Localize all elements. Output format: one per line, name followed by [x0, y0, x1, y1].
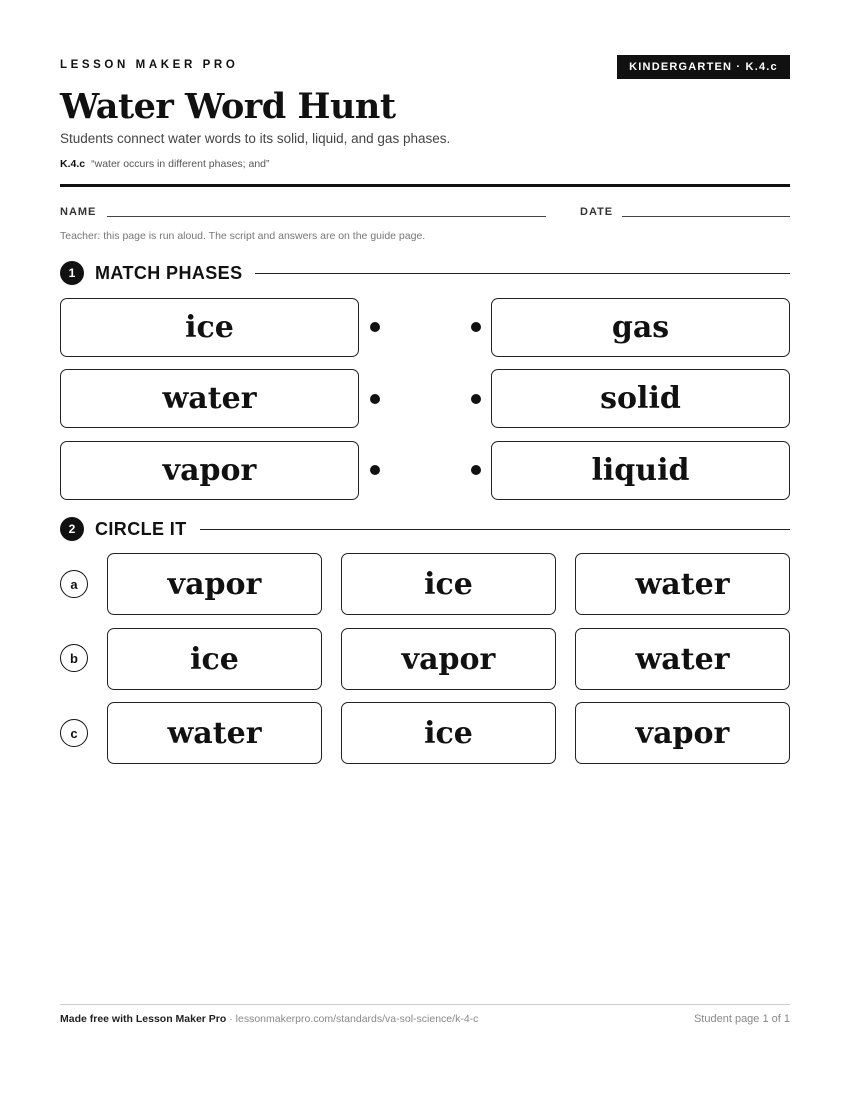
- row-label-c: c: [60, 719, 88, 747]
- section-rule: [200, 529, 790, 530]
- circle-word-card[interactable]: vapor: [575, 702, 790, 764]
- match-left-card[interactable]: water: [60, 369, 359, 428]
- match-right-card[interactable]: liquid: [491, 441, 790, 500]
- date-label: DATE: [580, 206, 614, 218]
- circle-word-card[interactable]: vapor: [341, 628, 556, 690]
- match-right-card[interactable]: solid: [491, 369, 790, 428]
- row-label-a: a: [60, 570, 88, 598]
- footer-page-number: Student page 1 of 1: [693, 1013, 790, 1025]
- match-right-dot[interactable]: [471, 394, 481, 404]
- standard-line: [60, 158, 270, 170]
- grade-badge: KINDERGARTEN · K.4.c: [617, 55, 790, 79]
- standard-text: “water occurs in different phases; and”: [91, 158, 270, 170]
- section-match-phases-header: [60, 261, 790, 285]
- match-left-card[interactable]: vapor: [60, 441, 359, 500]
- circle-word-card[interactable]: ice: [341, 702, 556, 764]
- footer-rule: [60, 1004, 790, 1005]
- footer-made-with: Made free with Lesson Maker Pro: [60, 1013, 227, 1025]
- circle-word-card[interactable]: water: [575, 628, 790, 690]
- header-rule: [60, 184, 790, 187]
- standard-code: K.4.c: [60, 158, 86, 170]
- name-label: NAME: [60, 206, 97, 218]
- section-number: 1: [60, 261, 84, 285]
- section-circle-it-header: [60, 517, 790, 541]
- section-title: MATCH PHASES: [95, 262, 243, 283]
- row-label-b: b: [60, 644, 88, 672]
- match-right-dot[interactable]: [471, 322, 481, 332]
- match-left-card[interactable]: ice: [60, 298, 359, 357]
- match-right-dot[interactable]: [471, 465, 481, 475]
- teacher-note: Teacher: this page is run aloud. The script and answers are on the guide page.: [60, 230, 426, 242]
- date-field[interactable]: [622, 216, 790, 217]
- circle-word-card[interactable]: ice: [341, 553, 556, 615]
- match-left-dot[interactable]: [370, 322, 380, 332]
- circle-word-card[interactable]: ice: [107, 628, 322, 690]
- circle-word-card[interactable]: vapor: [107, 553, 322, 615]
- page-subtitle: Students connect water words to its solid, liquid, and gas phases.: [60, 131, 451, 146]
- circle-word-card[interactable]: water: [107, 702, 322, 764]
- match-left-dot[interactable]: [370, 394, 380, 404]
- name-field[interactable]: [107, 216, 546, 217]
- section-number: 2: [60, 517, 84, 541]
- match-left-dot[interactable]: [370, 465, 380, 475]
- brand-name: LESSON MAKER PRO: [60, 59, 239, 71]
- footer-url[interactable]: · lessonmakerpro.com/standards/va-sol-science/k-4-c: [226, 1013, 479, 1025]
- section-rule: [255, 273, 790, 274]
- circle-word-card[interactable]: water: [575, 553, 790, 615]
- page-title: Water Word Hunt: [60, 86, 396, 127]
- footer-credit: [60, 1013, 478, 1025]
- match-right-card[interactable]: gas: [491, 298, 790, 357]
- section-title: CIRCLE IT: [95, 518, 187, 539]
